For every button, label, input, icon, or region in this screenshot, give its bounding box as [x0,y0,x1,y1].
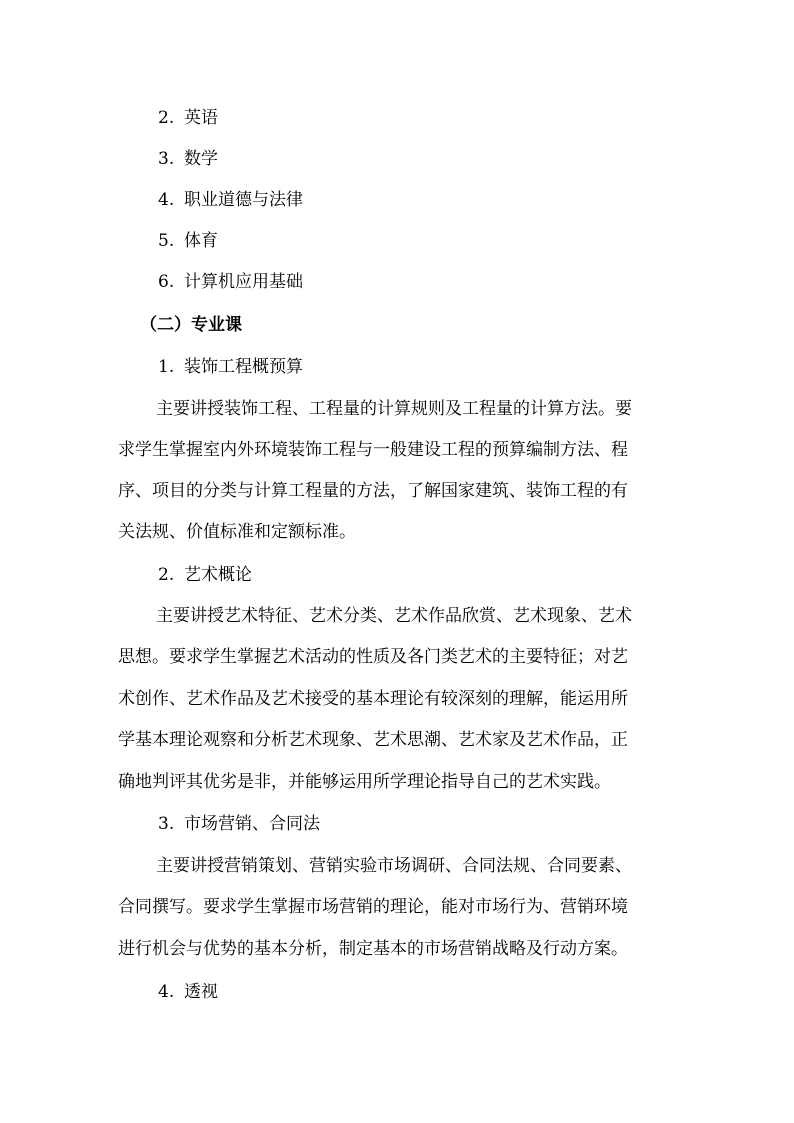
paragraph-line: 主要讲授艺术特征、艺术分类、艺术作品欣赏、艺术现象、艺术 [156,606,632,626]
course-title-text: 装饰工程概预算 [184,357,303,377]
list-item-label: 体育 [184,231,218,251]
course-title-text: 市场营销、合同法 [184,814,320,834]
list-item-number: 4. [158,190,175,210]
paragraph-line: 合同撰写。要求学生掌握市场营销的理论，能对市场行为、营销环境 [118,897,628,917]
list-item-label: 英语 [184,108,218,128]
course-title [158,813,320,835]
paragraph-line: 思想。要求学生掌握艺术活动的性质及各门类艺术的主要特征；对艺 [118,647,628,667]
course-title [158,356,303,378]
list-item-number: 3. [158,149,175,169]
paragraph-line: 确地判评其优劣是非，并能够运用所学理论指导自己的艺术实践。 [118,772,611,792]
course-title-text: 艺术概论 [184,565,252,585]
paragraph-line: 术创作、艺术作品及艺术接受的基本理论有较深刻的理解，能运用所 [118,689,628,709]
course-title-text: 透视 [184,982,218,1002]
list-item-label: 数学 [184,149,218,169]
course-title [158,981,218,1003]
list-item-number: 2. [158,108,175,128]
paragraph-line: 序、项目的分类与计算工程量的方法，了解国家建筑、装饰工程的有 [118,481,628,501]
list-item-label: 计算机应用基础 [184,272,303,292]
list-item-label: 职业道德与法律 [184,190,303,210]
course-number: 1. [158,357,175,377]
course-number: 2. [158,565,175,585]
list-item [158,148,218,170]
paragraph-line: 关法规、价值标准和定额标准。 [118,522,356,542]
course-number: 4. [158,982,175,1002]
paragraph-line: 主要讲授营销策划、营销实验市场调研、合同法规、合同要素、 [156,856,632,876]
paragraph-line: 主要讲授装饰工程、工程量的计算规则及工程量的计算方法。要 [156,399,632,419]
paragraph-line: 进行机会与优势的基本分析，制定基本的市场营销战略及行动方案。 [118,939,628,959]
list-item [158,107,218,129]
course-title [158,564,252,586]
section-heading: （二）专业课 [140,315,242,335]
list-item [158,189,303,211]
list-item-number: 5. [158,231,175,251]
paragraph-line: 学基本理论观察和分析艺术现象、艺术思潮、艺术家及艺术作品，正 [118,730,628,750]
list-item-number: 6. [158,272,175,292]
list-item [158,271,303,293]
list-item [158,230,218,252]
course-number: 3. [158,814,175,834]
paragraph-line: 求学生掌握室内外环境装饰工程与一般建设工程的预算编制方法、程 [118,440,628,460]
